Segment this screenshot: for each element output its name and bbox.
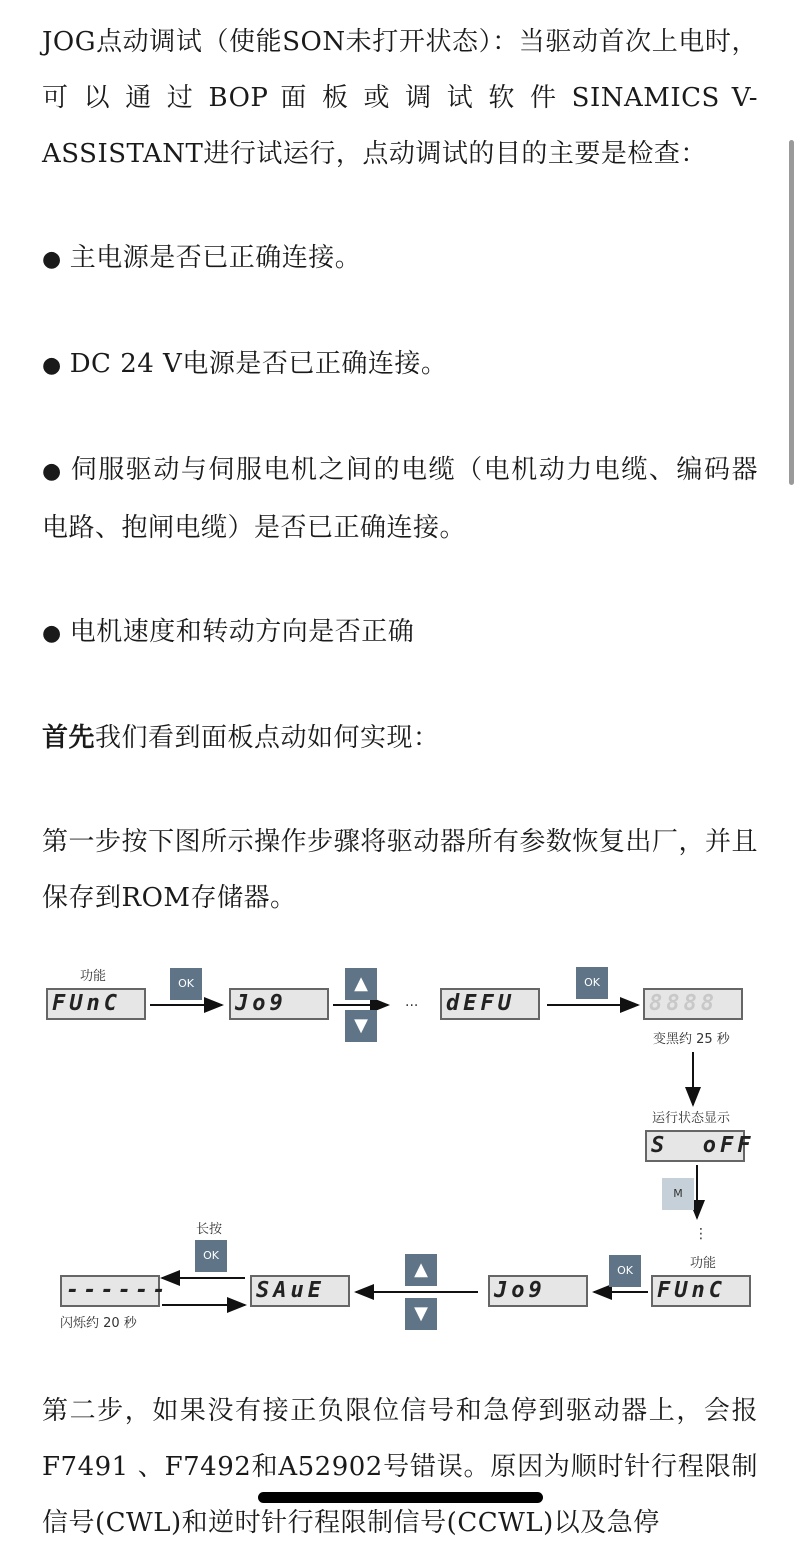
scrollbar[interactable] <box>789 140 794 485</box>
bullet-dc24v: ● DC 24 V电源是否已正确连接。 <box>42 336 758 394</box>
label-func-bottom: 功能 <box>690 1256 717 1271</box>
ok-button-4[interactable]: OK <box>195 1240 227 1272</box>
first-bold: 首先 <box>42 723 96 753</box>
ok-button-2[interactable]: OK <box>576 967 608 999</box>
article-body <box>42 14 758 926</box>
display-jog: Jo9 <box>229 988 329 1020</box>
display-jog-2: Jo9 <box>488 1275 588 1307</box>
up-arrow-icon-2[interactable]: ▲ <box>405 1254 437 1286</box>
down-arrow-icon[interactable]: ▼ <box>345 1010 377 1042</box>
display-dark: 8888 <box>643 988 743 1020</box>
first-paragraph <box>42 710 758 766</box>
bullet-motor-speed: ● 电机速度和转动方向是否正确 <box>42 604 758 662</box>
first-rest: 我们看到面板点动如何实现： <box>95 723 440 753</box>
display-func-2: FUnC <box>651 1275 751 1307</box>
ok-button-1[interactable]: OK <box>170 968 202 1000</box>
ok-button-3[interactable]: OK <box>609 1255 641 1287</box>
display-func: FUnC <box>46 988 146 1020</box>
display-soff: S oFF <box>645 1130 745 1162</box>
up-arrow-icon[interactable]: ▲ <box>345 968 377 1000</box>
label-blink: 闪烁约 20 秒 <box>60 1316 137 1331</box>
display-defu: dEFU <box>440 988 540 1020</box>
m-button[interactable]: M <box>662 1178 694 1210</box>
label-run-status: 运行状态显示 <box>652 1111 731 1126</box>
intro-paragraph: JOG点动调试（使能SON未打开状态）：当驱动首次上电时， 可 以 通 过 BOP 面 板 或 调 试 软 件 SINAMICS V-ASSISTANT进行试运行，点动调试的目的主要是检查： <box>42 27 758 169</box>
vertical-dots: ⋮ <box>694 1226 708 1242</box>
step-one-paragraph: 第一步按下图所示操作步骤将驱动器所有参数恢复出厂，并且保存到ROM存储器。 <box>42 827 758 913</box>
bop-operation-diagram <box>0 950 800 1350</box>
label-dark-time: 变黑约 25 秒 <box>653 1032 730 1047</box>
step-two-paragraph: 第二步，如果没有接正负限位信号和急停到驱动器上，会报F7491 、F7492和A52902号错误。原因为顺时针行程限制信号(CWL)和逆时针行程限制信号(CCWL)以及急停 <box>42 1396 758 1538</box>
bullet-cables: ● 伺服驱动与伺服电机之间的电缆（电机动力电缆、编码器电路、抱闸电缆）是否已正确连接。 <box>42 442 758 556</box>
label-long-press: 长按 <box>196 1222 223 1237</box>
display-save: SAuE <box>250 1275 350 1307</box>
label-func-top: 功能 <box>80 969 107 984</box>
article-body-continued <box>42 1383 758 1551</box>
ellipsis: ... <box>405 994 419 1010</box>
display-dashes: ------ <box>60 1275 160 1307</box>
bullet-main-power: ● 主电源是否已正确连接。 <box>42 230 758 288</box>
home-indicator[interactable] <box>258 1492 543 1503</box>
down-arrow-icon-2[interactable]: ▼ <box>405 1298 437 1330</box>
